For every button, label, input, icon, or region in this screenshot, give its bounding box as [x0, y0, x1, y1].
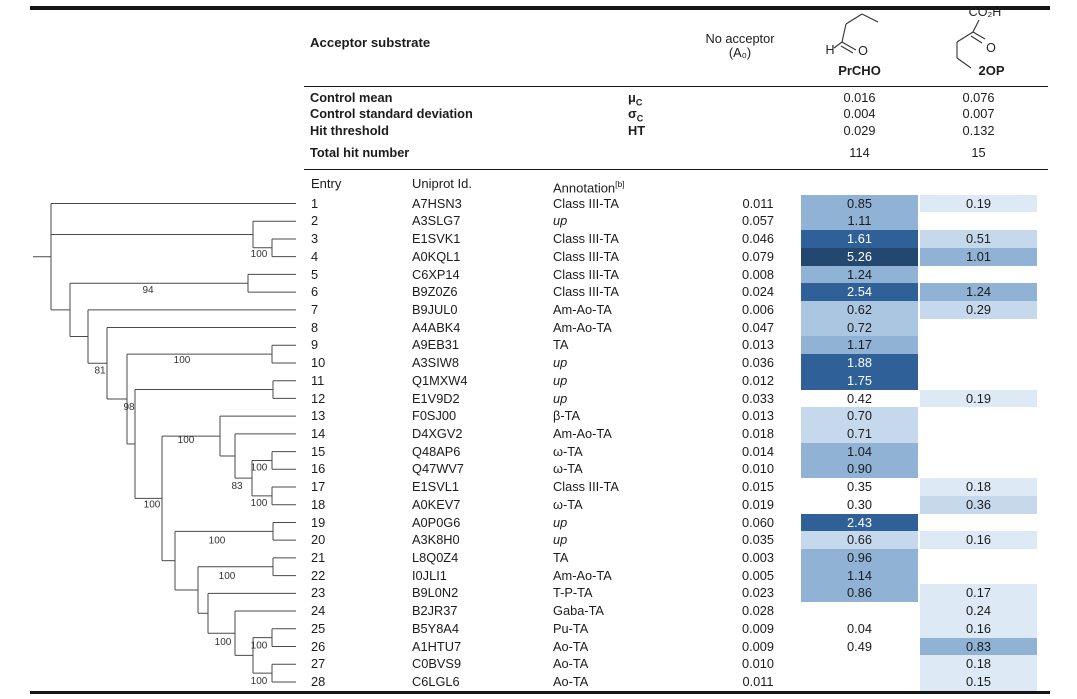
- uniprot-cell: B9JUL0: [412, 301, 458, 317]
- stats-twoop-value: 0.132: [962, 123, 995, 138]
- table-row: [0, 195, 1077, 213]
- twoop-heatmap-cell: 0.18: [920, 478, 1037, 496]
- prcho-heatmap-cell: 1.14: [801, 567, 918, 585]
- a0-value-cell: 0.010: [741, 461, 775, 477]
- entry-cell: 19: [311, 514, 326, 530]
- prcho-heatmap-cell: 0.86: [801, 584, 918, 602]
- entry-cell: 28: [311, 674, 326, 690]
- annotation-cell: Am-Ao-TA: [553, 567, 612, 583]
- annotation-cell: Class III-TA: [553, 266, 619, 282]
- annotation-cell: Ao-TA: [553, 674, 589, 690]
- entry-cell: 9: [311, 337, 319, 353]
- entry-cell: 4: [311, 248, 319, 264]
- twoop-heatmap-cell: [920, 460, 1037, 478]
- entry-cell: 13: [311, 408, 326, 424]
- a0-value-cell: 0.015: [741, 479, 775, 495]
- annotation-cell: Class III-TA: [553, 479, 619, 495]
- uniprot-cell: E1V9D2: [412, 390, 460, 406]
- a0-value-cell: 0.019: [741, 496, 775, 512]
- uniprot-cell: B2JR37: [412, 603, 458, 619]
- stats-row: [0, 123, 1077, 139]
- a0-value-cell: 0.023: [741, 585, 775, 601]
- a0-value-cell: 0.009: [741, 620, 775, 636]
- uniprot-cell: Q1MXW4: [412, 372, 468, 388]
- bootstrap-value: 100: [250, 248, 268, 260]
- bootstrap-value: 100: [177, 435, 195, 447]
- a0-value-cell: 0.060: [741, 514, 775, 530]
- bootstrap-value: 100: [143, 499, 161, 511]
- prcho-heatmap-cell: 1.11: [801, 212, 918, 230]
- bootstrap-value: 98: [123, 402, 135, 414]
- table-row: [0, 496, 1077, 514]
- annotation-column-header: Annotation[b]: [553, 179, 625, 196]
- annotation-cell: up: [553, 355, 568, 371]
- stats-row: [0, 90, 1077, 106]
- a0-value-cell: 0.005: [741, 567, 775, 583]
- stats-row-label: Control standard deviation: [310, 106, 473, 121]
- prcho-heatmap-cell: 0.96: [801, 549, 918, 567]
- a0-value-cell: 0.006: [741, 301, 775, 317]
- prcho-heatmap-cell: 2.43: [801, 514, 918, 532]
- table-row: [0, 319, 1077, 337]
- prcho-heatmap-cell: 0.49: [847, 638, 872, 654]
- entry-cell: 26: [311, 638, 326, 654]
- prcho-heatmap-cell: 0.66: [801, 531, 918, 549]
- prcho-heatmap-cell: 0.04: [847, 620, 872, 636]
- entry-cell: 14: [311, 426, 326, 441]
- twoop-heatmap-cell: [920, 212, 1037, 230]
- entry-cell: 5: [311, 266, 319, 282]
- entry-cell: 3: [311, 231, 319, 247]
- twoop-heatmap-cell: 1.01: [920, 248, 1037, 266]
- uniprot-cell: C6XP14: [412, 266, 460, 282]
- bootstrap-value: 100: [218, 570, 236, 582]
- twoop-heatmap-cell: 0.15: [920, 673, 1037, 691]
- bootstrap-value: 81: [94, 365, 106, 377]
- entry-cell: 27: [311, 656, 326, 672]
- entry-cell: 15: [311, 443, 326, 459]
- stats-row-symbol: $\mu_C$: [628, 90, 643, 108]
- entry-cell: 22: [311, 567, 326, 583]
- annotation-cell: up: [553, 532, 568, 548]
- stats-row-label: Control mean: [310, 90, 393, 105]
- table-row: [0, 301, 1077, 319]
- uniprot-cell: B5Y8A4: [412, 620, 459, 636]
- entry-cell: 8: [311, 319, 319, 335]
- annotation-cell: ω-TA: [553, 443, 583, 459]
- uniprot-cell: A0KQL1: [412, 248, 461, 264]
- twoop-heatmap-cell: 0.29: [920, 301, 1037, 319]
- a0-value-cell: 0.024: [741, 284, 775, 300]
- bootstrap-value: 83: [231, 481, 243, 493]
- entry-cell: 23: [311, 585, 326, 601]
- prcho-heatmap-cell: [801, 673, 918, 691]
- twoop-heatmap-cell: [920, 372, 1037, 390]
- twoop-heatmap-cell: [920, 336, 1037, 354]
- uniprot-cell: A9EB31: [412, 337, 459, 353]
- entry-column-header: Entry: [311, 176, 342, 191]
- twoop-heatmap-cell: [920, 567, 1037, 585]
- stats-twoop-value: 0.076: [962, 90, 995, 105]
- table-row: [0, 460, 1077, 478]
- prcho-heatmap-cell: 0.90: [801, 460, 918, 478]
- prcho-heatmap-cell: 0.85: [801, 195, 918, 213]
- uniprot-cell: A4ABK4: [412, 319, 461, 335]
- prcho-o-atom: O: [858, 44, 868, 58]
- uniprot-cell: A1HTU7: [412, 638, 462, 654]
- table-row: [0, 230, 1077, 248]
- a0-value-cell: 0.018: [741, 426, 775, 441]
- annotation-cell: up: [553, 213, 568, 229]
- table-row: [0, 283, 1077, 301]
- uniprot-cell: A0P0G6: [412, 514, 461, 530]
- table-row: [0, 514, 1077, 532]
- twoop-co2h-formula: CO₂H: [968, 5, 1002, 19]
- prcho-heatmap-cell: 0.71: [801, 425, 918, 443]
- table-row: [0, 336, 1077, 354]
- prcho-heatmap-cell: 0.70: [801, 407, 918, 425]
- entry-cell: 2: [311, 213, 319, 229]
- prcho-heatmap-cell: 1.75: [801, 372, 918, 390]
- annotation-cell: Ao-TA: [553, 656, 589, 672]
- a0-value-cell: 0.014: [741, 443, 775, 459]
- stats-twoop-value: 15: [971, 145, 986, 160]
- uniprot-cell: Q48AP6: [412, 443, 461, 459]
- prcho-h-atom: H: [825, 43, 835, 57]
- entry-cell: 16: [311, 461, 326, 477]
- twoop-heatmap-cell: 0.19: [920, 195, 1037, 213]
- entry-cell: 25: [311, 620, 326, 636]
- no-acceptor-line1: No acceptor: [705, 31, 775, 46]
- annotation-cell: TA: [553, 550, 569, 566]
- annotation-cell: ω-TA: [553, 461, 583, 477]
- uniprot-cell: E1SVK1: [412, 231, 461, 247]
- annotation-cell: Gaba-TA: [553, 603, 604, 619]
- table-row: [0, 354, 1077, 372]
- twoop-heatmap-cell: 0.18: [920, 655, 1037, 673]
- prcho-heatmap-cell: [801, 655, 918, 673]
- uniprot-cell: A0KEV7: [412, 496, 461, 512]
- a0-value-cell: 0.047: [741, 319, 775, 335]
- annotation-cell: up: [553, 390, 568, 406]
- twoop-heatmap-cell: 0.24: [920, 602, 1037, 620]
- table-row: [0, 266, 1077, 284]
- entry-cell: 10: [311, 355, 326, 371]
- a0-value-cell: 0.033: [741, 390, 775, 406]
- uniprot-cell: A3SLG7: [412, 213, 461, 229]
- uniprot-cell: I0JLI1: [412, 567, 447, 583]
- twoop-heatmap-cell: [920, 549, 1037, 567]
- table-row: [0, 212, 1077, 230]
- entry-cell: 21: [311, 550, 326, 566]
- table-row: [0, 425, 1077, 443]
- table-row: [0, 248, 1077, 266]
- twoop-heatmap-cell: [920, 443, 1037, 461]
- prcho-heatmap-cell: 0.35: [847, 479, 872, 495]
- entry-cell: 11: [311, 372, 325, 388]
- table-row: [0, 567, 1077, 585]
- annotation-cell: Class III-TA: [553, 231, 619, 247]
- table-row: [0, 584, 1077, 602]
- prcho-heatmap-cell: 1.61: [801, 230, 918, 248]
- prcho-heatmap-cell: 1.24: [801, 266, 918, 284]
- prcho-column-label: PrCHO: [838, 63, 881, 78]
- a0-value-cell: 0.009: [741, 638, 775, 654]
- annotation-cell: ω-TA: [553, 496, 583, 512]
- stats-row-label: Hit threshold: [310, 123, 389, 138]
- twoop-heatmap-cell: [920, 319, 1037, 337]
- annotation-cell: Class III-TA: [553, 195, 619, 211]
- entry-cell: 6: [311, 284, 319, 300]
- annotation-cell: up: [553, 514, 568, 530]
- uniprot-cell: L8Q0Z4: [412, 550, 459, 566]
- stats-prcho-value: 0.004: [843, 106, 876, 121]
- uniprot-cell: F0SJ00: [412, 408, 457, 424]
- table-row: [0, 620, 1077, 638]
- a0-value-cell: 0.003: [741, 550, 775, 566]
- a0-value-cell: 0.013: [741, 337, 775, 353]
- bootstrap-value: 100: [250, 497, 268, 509]
- a0-value-cell: 0.079: [741, 248, 775, 264]
- twoop-heatmap-cell: 0.36: [920, 496, 1037, 514]
- entry-cell: 20: [311, 532, 326, 548]
- a0-value-cell: 0.036: [741, 355, 775, 371]
- prcho-heatmap-cell: 0.72: [801, 319, 918, 337]
- table-row: [0, 549, 1077, 567]
- twoop-heatmap-cell: 0.19: [920, 390, 1037, 408]
- entry-cell: 17: [311, 479, 326, 495]
- entry-cell: 24: [311, 603, 326, 619]
- annotation-cell: T-P-TA: [553, 585, 593, 601]
- annotation-cell: β-TA: [553, 408, 581, 424]
- a0-value-cell: 0.013: [741, 408, 775, 424]
- stats-row: [0, 106, 1077, 122]
- annotation-cell: Am-Ao-TA: [553, 319, 612, 335]
- table-row: [0, 655, 1077, 673]
- no-acceptor-line2: (A₀): [728, 45, 752, 60]
- uniprot-cell: E1SVL1: [412, 479, 459, 495]
- prcho-heatmap-cell: 0.30: [847, 496, 872, 512]
- a0-value-cell: 0.008: [741, 266, 775, 282]
- stats-prcho-value: 114: [849, 145, 870, 160]
- twoop-heatmap-cell: 0.83: [920, 638, 1037, 656]
- twoop-heatmap-cell: 0.17: [920, 584, 1037, 602]
- table-row: [0, 443, 1077, 461]
- twoop-heatmap-cell: 1.24: [920, 283, 1037, 301]
- twoop-heatmap-cell: 0.16: [920, 620, 1037, 638]
- twoop-heatmap-cell: [920, 514, 1037, 532]
- uniprot-cell: A3K8H0: [412, 532, 460, 548]
- entry-cell: 7: [311, 301, 319, 317]
- table-row: [0, 390, 1077, 408]
- a0-value-cell: 0.035: [741, 532, 775, 548]
- bootstrap-value: 100: [250, 676, 268, 688]
- bootstrap-value: 100: [173, 355, 191, 367]
- uniprot-cell: B9L0N2: [412, 585, 459, 601]
- uniprot-cell: C0BVS9: [412, 656, 462, 672]
- a0-value-cell: 0.010: [741, 656, 775, 672]
- annotation-cell: Class III-TA: [553, 248, 619, 264]
- uniprot-column-header: Uniprot Id.: [412, 176, 472, 191]
- twoop-heatmap-cell: [920, 354, 1037, 372]
- table-row: [0, 673, 1077, 691]
- prcho-heatmap-cell: 1.17: [801, 336, 918, 354]
- a0-value-cell: 0.046: [741, 231, 775, 247]
- prcho-heatmap-cell: 0.62: [801, 301, 918, 319]
- annotation-cell: Ao-TA: [553, 638, 589, 654]
- prcho-structure: [812, 2, 892, 62]
- annotation-footnote-mark: [b]: [615, 179, 625, 189]
- stats-twoop-value: 0.007: [962, 106, 995, 121]
- bootstrap-value: 100: [250, 462, 268, 474]
- annotation-cell: up: [553, 372, 568, 388]
- bootstrap-value: 94: [142, 285, 154, 297]
- table-row: [0, 478, 1077, 496]
- no-acceptor-header: [660, 32, 820, 60]
- uniprot-cell: B9Z0Z6: [412, 284, 458, 300]
- twoop-o-atom: O: [986, 41, 996, 55]
- entry-cell: 1: [311, 195, 319, 211]
- uniprot-cell: C6LGL6: [412, 674, 460, 690]
- bootstrap-value: 100: [208, 535, 226, 547]
- annotation-cell: Am-Ao-TA: [553, 426, 612, 441]
- a0-value-cell: 0.011: [742, 674, 774, 690]
- stats-row-symbol: $\sigma_C$: [628, 106, 644, 124]
- stats-row-label: Total hit number: [310, 145, 410, 160]
- twoop-heatmap-cell: 0.16: [920, 531, 1037, 549]
- table-row: [0, 531, 1077, 549]
- twoop-heatmap-cell: 0.51: [920, 230, 1037, 248]
- uniprot-cell: D4XGV2: [412, 426, 463, 441]
- entry-cell: 12: [311, 390, 326, 406]
- a0-value-cell: 0.011: [742, 195, 774, 211]
- stats-row-symbol: HT: [628, 123, 646, 138]
- entry-cell: 18: [311, 496, 326, 512]
- prcho-heatmap-cell: 1.04: [801, 443, 918, 461]
- prcho-heatmap-cell: 0.42: [847, 390, 872, 406]
- prcho-heatmap-cell: 1.88: [801, 354, 918, 372]
- table-row: [0, 372, 1077, 390]
- table-row: [0, 638, 1077, 656]
- annotation-cell: Pu-TA: [553, 620, 589, 636]
- a0-value-cell: 0.057: [741, 213, 775, 229]
- stats-prcho-value: 0.029: [843, 123, 876, 138]
- a0-value-cell: 0.028: [741, 603, 775, 619]
- annotation-cell: Am-Ao-TA: [553, 301, 612, 317]
- uniprot-cell: A7HSN3: [412, 195, 462, 211]
- stats-prcho-value: 0.016: [843, 90, 876, 105]
- annotation-cell: TA: [553, 337, 569, 353]
- prcho-heatmap-cell: 2.54: [801, 283, 918, 301]
- twoop-heatmap-cell: [920, 425, 1037, 443]
- uniprot-cell: A3SIW8: [412, 355, 459, 371]
- table-row: [0, 407, 1077, 425]
- prcho-heatmap-cell: 5.26: [801, 248, 918, 266]
- bootstrap-value: 100: [250, 640, 268, 652]
- annotation-cell: Class III-TA: [553, 284, 619, 300]
- stats-row: [0, 145, 1077, 161]
- acceptor-substrate-label: Acceptor substrate: [310, 35, 431, 50]
- twoop-heatmap-cell: [920, 266, 1037, 284]
- bootstrap-value: 100: [214, 637, 232, 649]
- twoop-heatmap-cell: [920, 407, 1037, 425]
- uniprot-cell: Q47WV7: [412, 461, 464, 477]
- prcho-heatmap-cell: [801, 602, 918, 620]
- table-row: [0, 602, 1077, 620]
- twoop-column-label: 2OP: [978, 63, 1005, 78]
- a0-value-cell: 0.012: [741, 372, 775, 388]
